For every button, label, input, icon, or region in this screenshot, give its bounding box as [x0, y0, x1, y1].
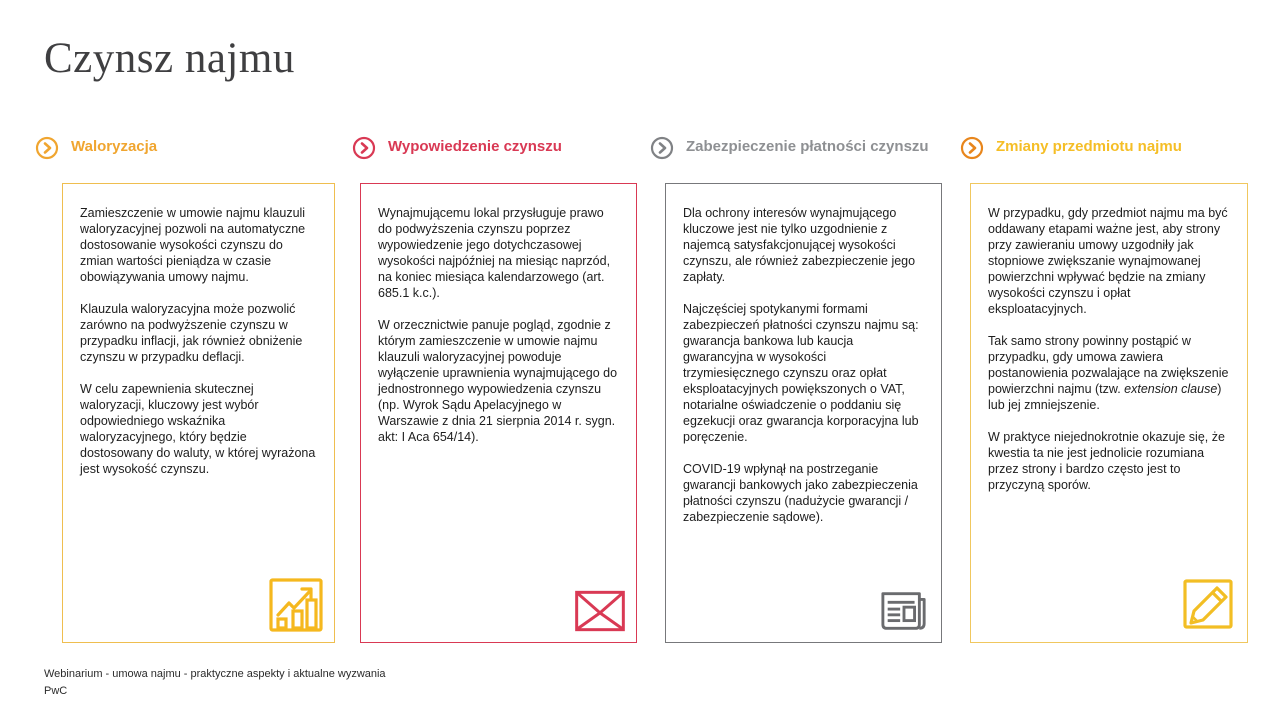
column-zmiany-przedmiotu-najmu	[960, 136, 1256, 492]
chevron-circle-icon	[650, 136, 674, 160]
column-header	[35, 136, 335, 160]
chevron-circle-icon	[35, 136, 59, 160]
column-title: Zmiany przedmiotu najmu	[996, 138, 1182, 155]
paragraph: Zamieszczenie w umowie najmu klauzuli waloryzacyjnej pozwoli na automatyczne dostosowanie wysokości czynszu do zmian wartości pieniądza w czasie obowiązywania umowy najmu.	[80, 206, 306, 284]
column-title: Zabezpieczenie płatności czynszu	[686, 138, 929, 155]
column-text	[361, 184, 636, 445]
column-waloryzacja	[35, 136, 335, 476]
column-card	[62, 183, 335, 643]
column-zabezpieczenie-platnosci	[650, 136, 942, 524]
chevron-circle-icon	[352, 136, 376, 160]
paragraph: W orzecznictwie panuje pogląd, zgodnie z którym zamieszczenie w umowie najmu klauzuli waloryzacyjnej powoduje wyłączenie uprawnienia wynajmującego do jednostronnego wypowiedzenia czynszu (np. Wyrok Sądu Apelacyjnego w Warszawie z dnia 21 sierpnia 2014 r. sygn. akt: I Aca 654/14).	[378, 318, 618, 444]
column-title: Waloryzacja	[71, 138, 158, 155]
page-title: Czynsz najmu	[44, 35, 295, 82]
paragraph: COVID-19 wpłynął na postrzeganie gwarancji bankowych jako zabezpieczenia płatności czynszu (nadużycie gwarancji / zabezpieczenie sądowe).	[683, 462, 918, 524]
column-card	[970, 183, 1248, 643]
column-header	[352, 136, 644, 160]
envelope-icon	[572, 587, 628, 635]
column-text	[666, 184, 941, 525]
paragraph: W praktyce niejednokrotnie okazuje się, że kwestia ta nie jest jednolicie rozumiana przez strony i bardzo często jest to przyczyną sporów.	[988, 430, 1225, 492]
chart-growth-icon	[266, 575, 326, 635]
chevron-circle-icon	[960, 136, 984, 160]
paragraph: W celu zapewnienia skutecznej waloryzacji, kluczowy jest wybór odpowiedniego wskaźnika waloryzacyjnego, który będzie dostosowany do waluty, w której wyrażona jest wysokość czynszu.	[80, 382, 316, 476]
footer	[44, 668, 386, 697]
footer-subtitle: Webinarium - umowa najmu - praktyczne aspekty i aktualne wyzwania	[44, 668, 386, 680]
column-wypowiedzenie-czynszu	[352, 136, 644, 444]
paragraph: Klauzula waloryzacyjna może pozwolić zarówno na podwyższenie czynszu w przypadku inflacji, jak również obniżenie czynszu w przypadku deflacji.	[80, 302, 303, 364]
paragraph: Tak samo strony powinny postąpić w przypadku, gdy umowa zawiera postanowienia pozwalające na zwiększenie powierzchni najmu (tzw. extension clause) lub jej zmniejszenie.	[988, 334, 1229, 412]
column-card	[360, 183, 637, 643]
paragraph: Dla ochrony interesów wynajmującego kluczowe jest nie tylko uzgodnienie z najemcą satysfakcjonującej wysokości czynszu, ale również zabezpieczenie jego zapłaty.	[683, 206, 916, 284]
column-card	[665, 183, 942, 643]
column-text	[971, 184, 1247, 493]
paragraph: W przypadku, gdy przedmiot najmu ma być oddawany etapami ważne jest, aby strony przy zawieraniu umowy uzgodniły jak stopniowe zwiększanie wynajmowanej powierzchni wpływać będzie na zmiany wysokości czynszu i opłat eksploatacyjnych.	[988, 206, 1228, 316]
paragraph: Wynajmującemu lokal przysługuje prawo do podwyższenia czynszu poprzez wypowiedzenie jego dotychczasowej wysokości najpóźniej na miesiąc naprzód, na koniec miesiąca kalendarzowego (art. 685.1 k.c.).	[378, 206, 611, 300]
newspaper-icon	[875, 587, 933, 635]
column-header	[960, 136, 1256, 160]
footer-brand: PwC	[44, 685, 68, 697]
pencil-icon	[1179, 573, 1239, 635]
paragraph: Najczęściej spotykanymi formami zabezpieczeń płatności czynszu najmu są: gwarancja bankowa lub kaucja gwarancyjna w wysokości trzymiesięcznego czynszu oraz opłat eksploatacyjnych powiększonych o VAT, notarialne oświadczenie o poddaniu się egzekucji oraz gwarancja korporacyjna lub poręczenie.	[683, 302, 919, 444]
column-text	[63, 184, 334, 477]
column-title: Wypowiedzenie czynszu	[388, 138, 562, 155]
column-header	[650, 136, 942, 160]
